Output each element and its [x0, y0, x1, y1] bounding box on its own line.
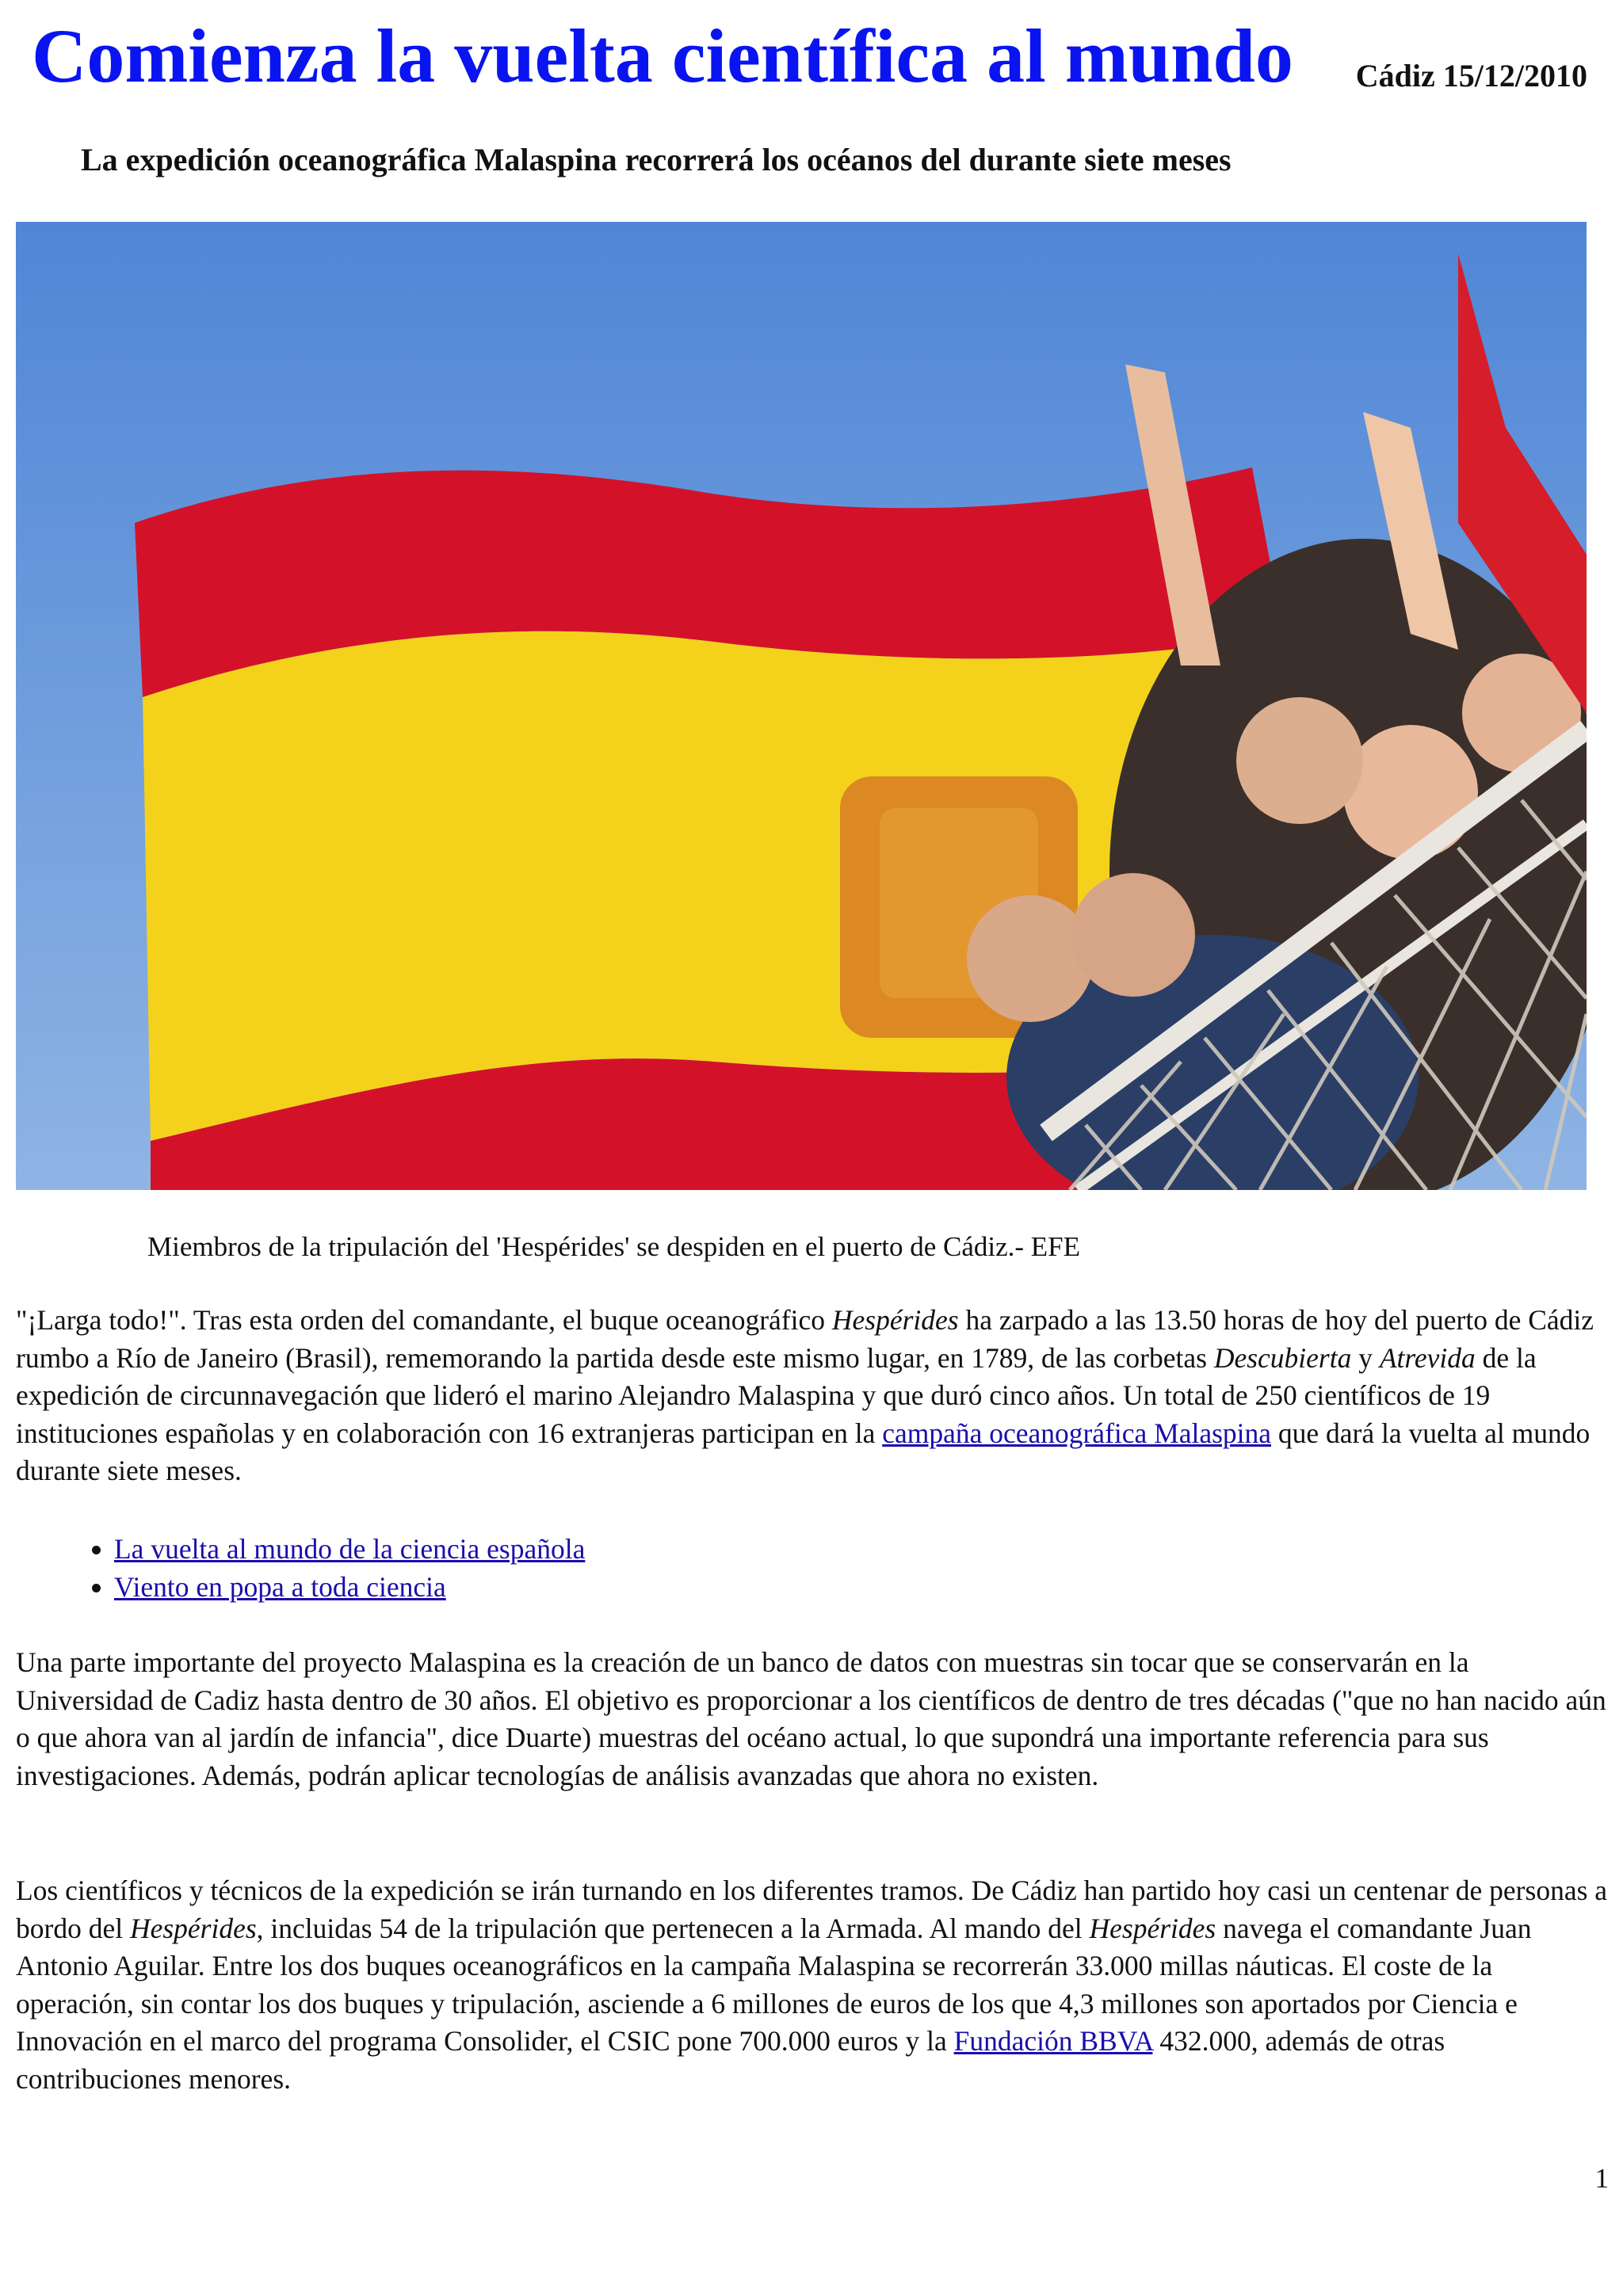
ship-name-hesperides: Hespérides — [129, 1912, 257, 1944]
paragraph-1-text: que dará la vuelta al mundo durante siete meses. — [16, 1417, 1591, 1486]
article-photo — [16, 222, 1587, 1190]
paragraph-3-text: Los científicos y técnicos de la expedición se irán turnando en los diferentes tramos. De Cádiz han partido hoy casi un centenar de personas a bordo del — [16, 1875, 1608, 1944]
page-number: 1 — [1594, 2163, 1609, 2194]
paragraph-3-text: , incluidas 54 de la tripulación que pertenecen a la Armada. Al mando del — [256, 1912, 1090, 1944]
article-headline: Comienza la vuelta científica al mundo — [32, 13, 1293, 98]
link-campana-malaspina[interactable]: campaña oceanográfica Malaspina — [882, 1417, 1272, 1449]
paragraph-3-text: navega el comandante Juan Antonio Aguilar. Entre los dos buques oceanográficos en la campaña Malaspina se recorrerán 33.000 millas náuticas. El coste de la operación, sin contar los dos buques y tripulación, asciende a 6 millones de euros de los que 4,3 millones son aportados por Ciencia e Innovación en el marco del programa Consolider, el CSIC pone 700.000 euros y la — [16, 1912, 1532, 2057]
spanish-flag-crew-illustration — [16, 222, 1587, 1190]
photo-caption: Miembros de la tripulación del 'Hespérides' se despiden en el puerto de Cádiz.- EFE — [147, 1231, 1080, 1262]
article-dateline: Cádiz 15/12/2010 — [1355, 58, 1587, 93]
ship-name-hesperides: Hespérides — [1089, 1912, 1216, 1944]
related-link-vuelta-al-mundo[interactable]: La vuelta al mundo de la ciencia española — [114, 1533, 586, 1565]
related-link-item — [114, 1569, 585, 1607]
article-subheadline: La expedición oceanográfica Malaspina recorrerá los océanos del durante siete meses — [81, 142, 1232, 177]
paragraph-1-text: de la expedición de circunnavegación que lideró el marino Alejandro Malaspina y que duró cinco años. Un total de 250 científicos de 19 instituciones españolas y en colaboración con 16 extranjeras participan en la — [16, 1341, 1537, 1449]
link-fundacion-bbva[interactable]: Fundación BBVA — [953, 2025, 1153, 2057]
related-links-list — [70, 1531, 585, 1606]
ship-name-atrevida: Atrevida — [1379, 1341, 1476, 1374]
paragraph-1-text: "¡Larga todo!". Tras esta orden del comandante, el buque oceanográfico — [16, 1304, 832, 1336]
paragraph-1-text: ha zarpado a las 13.50 horas de hoy del puerto de Cádiz rumbo a Río de Janeiro (Brasil), rememorando la partida desde este mismo lugar, en 1789, de las corbetas — [16, 1304, 1594, 1374]
related-link-item — [114, 1531, 585, 1569]
paragraph-2: Una parte importante del proyecto Malaspina es la creación de un banco de datos con muestras sin tocar que se conservarán en la Universidad de Cadiz hasta dentro de 30 años. El objetivo es proporcionar a los científicos de dentro de tres décadas ("que no han nacido aún o que ahora van al jardín de infancia", dice Duarte) muestras del océano actual, lo que supondrá una importante referencia para sus investigaciones. Además, podrán aplicar tecnologías de análisis avanzadas que ahora no existen. — [16, 1646, 1606, 1791]
paragraph-3-text: 432.000, además de otras contribuciones menores. — [16, 2025, 1445, 2095]
ship-name-hesperides: Hespérides — [831, 1304, 959, 1336]
paragraph-1-text: y — [1351, 1341, 1380, 1374]
paragraph-1 — [16, 1302, 1609, 1490]
paragraph-3 — [16, 1872, 1609, 2098]
related-link-viento-en-popa[interactable]: Viento en popa a toda ciencia — [114, 1570, 446, 1603]
ship-name-descubierta: Descubierta — [1213, 1341, 1352, 1374]
